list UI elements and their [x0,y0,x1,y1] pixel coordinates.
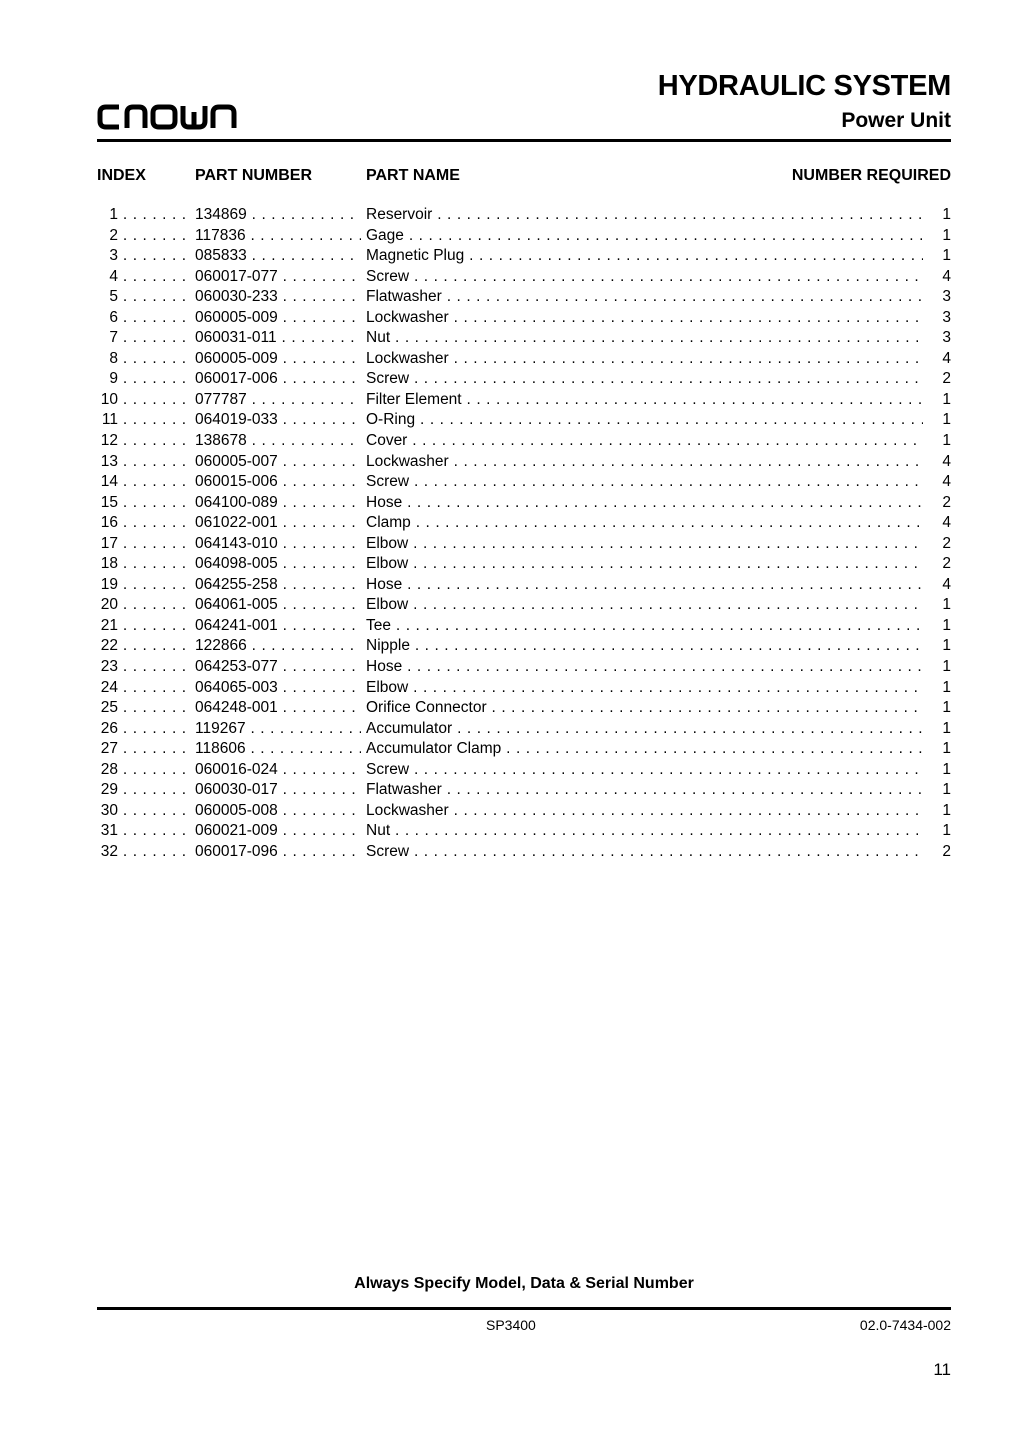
index-cell [97,410,187,431]
index-cell [97,575,187,596]
part-number-value: 060017-077 [195,267,278,285]
part-name-cell [366,349,923,370]
part-number-value: 060005-008 [195,801,278,819]
part-number-value: 064143-010 [195,534,278,552]
quantity-value: 1 [942,432,951,450]
part-number-cell [195,719,361,740]
header-divider [97,139,951,142]
index-value: 22 [100,637,118,655]
table-row [97,821,951,842]
table-row [97,595,951,616]
part-name-value: Accumulator [366,719,453,737]
part-name-value: Lockwasher [366,349,449,367]
part-number-value: 064065-003 [195,678,278,696]
part-name-value: Elbow [366,596,409,614]
part-name-value: Elbow [366,534,409,552]
quantity-value: 4 [942,473,951,491]
part-number-value: 064248-001 [195,699,278,717]
part-number-cell [195,493,361,514]
index-cell [97,431,187,452]
part-number-value: 122866 [195,637,247,655]
index-cell [97,821,187,842]
part-number-value: 077787 [195,390,247,408]
index-value: 31 [100,822,118,840]
part-number-value: 064098-005 [195,555,278,573]
index-cell [97,287,187,308]
part-name-value: Elbow [366,678,409,696]
part-name-value: Cover [366,432,408,450]
quantity-value: 1 [942,247,951,265]
table-row [97,390,951,411]
index-value: 14 [100,473,118,491]
index-cell [97,780,187,801]
part-name-value: Hose [366,575,403,593]
part-name-value: Magnetic Plug [366,247,465,265]
part-name-cell [366,308,923,329]
index-value: 9 [109,370,118,388]
part-number-value: 060016-024 [195,760,278,778]
part-name-cell [366,780,923,801]
part-number-cell [195,801,361,822]
part-name-cell [366,760,923,781]
part-number-cell [195,842,361,863]
part-name-value: Gage [366,226,404,244]
part-number-cell [195,410,361,431]
part-number-value: 060005-009 [195,308,278,326]
index-cell [97,349,187,370]
index-value: 24 [100,678,118,696]
part-name-value: Clamp [366,514,411,532]
index-cell [97,554,187,575]
quantity-value: 1 [942,740,951,758]
model-label: SP3400 [486,1317,536,1333]
index-value: 7 [109,329,118,347]
part-name-cell [366,205,923,226]
table-row [97,410,951,431]
part-name-cell [366,595,923,616]
part-name-cell [366,657,923,678]
part-name-cell [366,698,923,719]
part-name-value: O-Ring [366,411,416,429]
quantity-value: 1 [942,596,951,614]
part-number-cell [195,698,361,719]
part-name-cell [366,431,923,452]
part-name-cell [366,739,923,760]
part-name-value: Flatwasher [366,781,442,799]
part-number-cell [195,267,361,288]
part-name-cell [366,452,923,473]
index-cell [97,226,187,247]
quantity-value: 1 [942,678,951,696]
table-row [97,636,951,657]
part-name-cell [366,678,923,699]
part-name-value: Screw [366,267,410,285]
index-value: 2 [109,226,118,244]
part-name-cell [366,493,923,514]
part-number-cell [195,472,361,493]
index-value: 3 [109,247,118,265]
index-value: 25 [100,699,118,717]
part-number-cell [195,246,361,267]
table-row [97,513,951,534]
part-number-value: 064100-089 [195,493,278,511]
page-title: HYDRAULIC SYSTEM [657,70,951,102]
part-number-value: 134869 [195,206,247,223]
index-value: 20 [100,596,118,614]
table-row [97,719,951,740]
table-row [97,698,951,719]
part-name-value: Screw [366,370,410,388]
part-name-cell [366,575,923,596]
quantity-value: 4 [942,514,951,532]
footer-divider [97,1307,951,1310]
part-name-value: Nut [366,329,391,347]
table-row [97,657,951,678]
table-row [97,431,951,452]
index-value: 19 [100,575,118,593]
part-name-cell [366,616,923,637]
part-number-cell [195,287,361,308]
table-row [97,328,951,349]
table-row [97,246,951,267]
table-row [97,760,951,781]
index-value: 15 [100,493,118,511]
index-value: 32 [100,842,118,860]
index-cell [97,595,187,616]
part-number-cell [195,226,361,247]
part-number-cell [195,616,361,637]
quantity-value: 1 [942,822,951,840]
page-number: 11 [933,1360,951,1379]
part-number-value: 064061-005 [195,596,278,614]
quantity-value: 1 [942,801,951,819]
part-name-value: Nipple [366,637,410,655]
part-name-cell [366,369,923,390]
table-row [97,575,951,596]
index-cell [97,246,187,267]
part-number-cell [195,328,361,349]
table-row [97,369,951,390]
index-value: 26 [100,719,118,737]
quantity-value: 3 [942,308,951,326]
index-cell [97,678,187,699]
part-name-cell [366,554,923,575]
part-name-cell [366,328,923,349]
table-row [97,842,951,863]
part-name-cell [366,226,923,247]
index-cell [97,472,187,493]
quantity-value: 1 [942,390,951,408]
index-cell [97,616,187,637]
quantity-value: 3 [942,329,951,347]
part-number-value: 060031-011 [195,329,277,347]
index-cell [97,267,187,288]
quantity-value: 4 [942,349,951,367]
part-name-value: Elbow [366,555,409,573]
index-cell [97,657,187,678]
part-number-value: 060005-009 [195,349,278,367]
table-row [97,267,951,288]
index-cell [97,534,187,555]
part-number-value: 119267 [195,719,246,737]
table-row [97,308,951,329]
quantity-value: 4 [942,452,951,470]
part-name-cell [366,534,923,555]
part-name-value: Hose [366,493,403,511]
index-value: 10 [100,390,118,408]
table-row [97,205,951,226]
part-name-cell [366,287,923,308]
part-name-value: Nut [366,822,391,840]
index-cell [97,760,187,781]
part-name-cell [366,821,923,842]
index-cell [97,328,187,349]
table-row [97,226,951,247]
part-number-cell [195,369,361,390]
part-number-value: 085833 [195,247,247,265]
part-name-value: Accumulator Clamp [366,740,502,758]
index-cell [97,739,187,760]
part-name-cell [366,246,923,267]
index-cell [97,801,187,822]
index-cell [97,719,187,740]
column-header-part-name: PART NAME [366,167,460,184]
part-number-value: 060017-096 [195,842,278,860]
part-number-cell [195,595,361,616]
quantity-value: 2 [942,842,951,860]
quantity-value: 2 [942,370,951,388]
quantity-value: 1 [942,616,951,634]
column-header-number-required: NUMBER REQUIRED [791,167,951,184]
index-value: 21 [100,616,118,634]
part-name-cell [366,719,923,740]
quantity-value: 2 [942,534,951,552]
quantity-value: 1 [942,226,951,244]
part-name-cell [366,513,923,534]
index-value: 16 [100,514,118,532]
part-number-cell [195,760,361,781]
part-name-value: Reservoir [366,206,433,223]
column-header-index: INDEX [97,167,146,184]
part-number-cell [195,554,361,575]
column-header-part-number: PART NUMBER [195,167,313,184]
part-number-value: 060005-007 [195,452,278,470]
parts-list [97,205,951,863]
table-row [97,739,951,760]
table-row [97,493,951,514]
part-number-cell [195,431,361,452]
part-name-value: Lockwasher [366,801,449,819]
part-name-cell [366,267,923,288]
quantity-value: 1 [942,760,951,778]
part-name-cell [366,801,923,822]
part-name-cell [366,390,923,411]
part-number-value: 060021-009 [195,822,278,840]
quantity-value: 1 [942,699,951,717]
part-name-value: Orifice Connector [366,699,487,717]
part-number-cell [195,308,361,329]
index-cell [97,513,187,534]
part-name-value: Tee [366,616,391,634]
quantity-value: 1 [942,719,951,737]
table-row [97,349,951,370]
quantity-value: 1 [942,411,951,429]
part-number-cell [195,205,361,226]
index-value: 1 [109,206,118,223]
part-number-cell [195,678,361,699]
table-row [97,452,951,473]
part-number-cell [195,636,361,657]
quantity-value: 1 [942,637,951,655]
part-number-cell [195,390,361,411]
index-value: 4 [109,267,118,285]
table-row [97,472,951,493]
part-name-value: Lockwasher [366,452,449,470]
quantity-value: 4 [942,575,951,593]
part-number-cell [195,821,361,842]
page-subtitle: Power Unit [841,109,951,132]
part-number-value: 118606 [195,740,246,758]
quantity-value: 1 [942,206,951,223]
index-cell [97,308,187,329]
crown-logo [97,102,237,132]
part-name-value: Flatwasher [366,288,442,306]
quantity-value: 1 [942,658,951,676]
quantity-value: 2 [942,555,951,573]
index-value: 12 [100,432,118,450]
quantity-value: 4 [942,267,951,285]
index-cell [97,493,187,514]
table-row [97,554,951,575]
index-value: 5 [109,288,118,306]
part-name-cell [366,842,923,863]
part-number-cell [195,452,361,473]
part-name-value: Filter Element [366,390,462,408]
document-number: 02.0-7434-002 [859,1317,951,1333]
footer-note: Always Specify Model, Data & Serial Number [354,1275,694,1292]
table-row [97,534,951,555]
part-number-cell [195,575,361,596]
part-number-value: 060030-233 [195,288,278,306]
part-name-value: Screw [366,473,410,491]
index-value: 13 [100,452,118,470]
index-cell [97,842,187,863]
index-cell [97,698,187,719]
index-cell [97,636,187,657]
part-number-value: 060030-017 [195,781,278,799]
part-name-cell [366,410,923,431]
quantity-value: 3 [942,288,951,306]
part-name-value: Screw [366,760,410,778]
index-value: 23 [100,658,118,676]
quantity-value: 1 [942,781,951,799]
index-value: 6 [109,308,118,326]
part-number-value: 138678 [195,432,247,450]
part-name-cell [366,472,923,493]
part-name-value: Hose [366,658,403,676]
part-number-value: 064019-033 [195,411,278,429]
part-number-cell [195,780,361,801]
index-value: 30 [100,801,118,819]
part-number-value: 060015-006 [195,473,278,491]
index-value: 29 [100,781,118,799]
part-name-value: Lockwasher [366,308,449,326]
part-number-cell [195,657,361,678]
index-cell [97,452,187,473]
part-number-value: 060017-006 [195,370,278,388]
table-row [97,616,951,637]
part-name-cell [366,636,923,657]
index-value: 17 [100,534,118,552]
index-value: 28 [100,760,118,778]
table-row [97,801,951,822]
index-value: 8 [109,349,118,367]
index-cell [97,205,187,226]
index-value: 27 [100,740,118,758]
index-cell [97,390,187,411]
part-number-cell [195,534,361,555]
index-cell [97,369,187,390]
table-row [97,678,951,699]
part-number-value: 064253-077 [195,658,278,676]
index-value: 11 [101,411,118,429]
part-number-value: 117836 [195,226,246,244]
part-number-value: 064241-001 [195,616,278,634]
part-number-cell [195,739,361,760]
quantity-value: 2 [942,493,951,511]
table-row [97,780,951,801]
part-name-value: Screw [366,842,410,860]
part-number-cell [195,513,361,534]
part-number-value: 061022-001 [195,514,278,532]
part-number-value: 064255-258 [195,575,278,593]
part-number-cell [195,349,361,370]
index-value: 18 [100,555,118,573]
table-row [97,287,951,308]
